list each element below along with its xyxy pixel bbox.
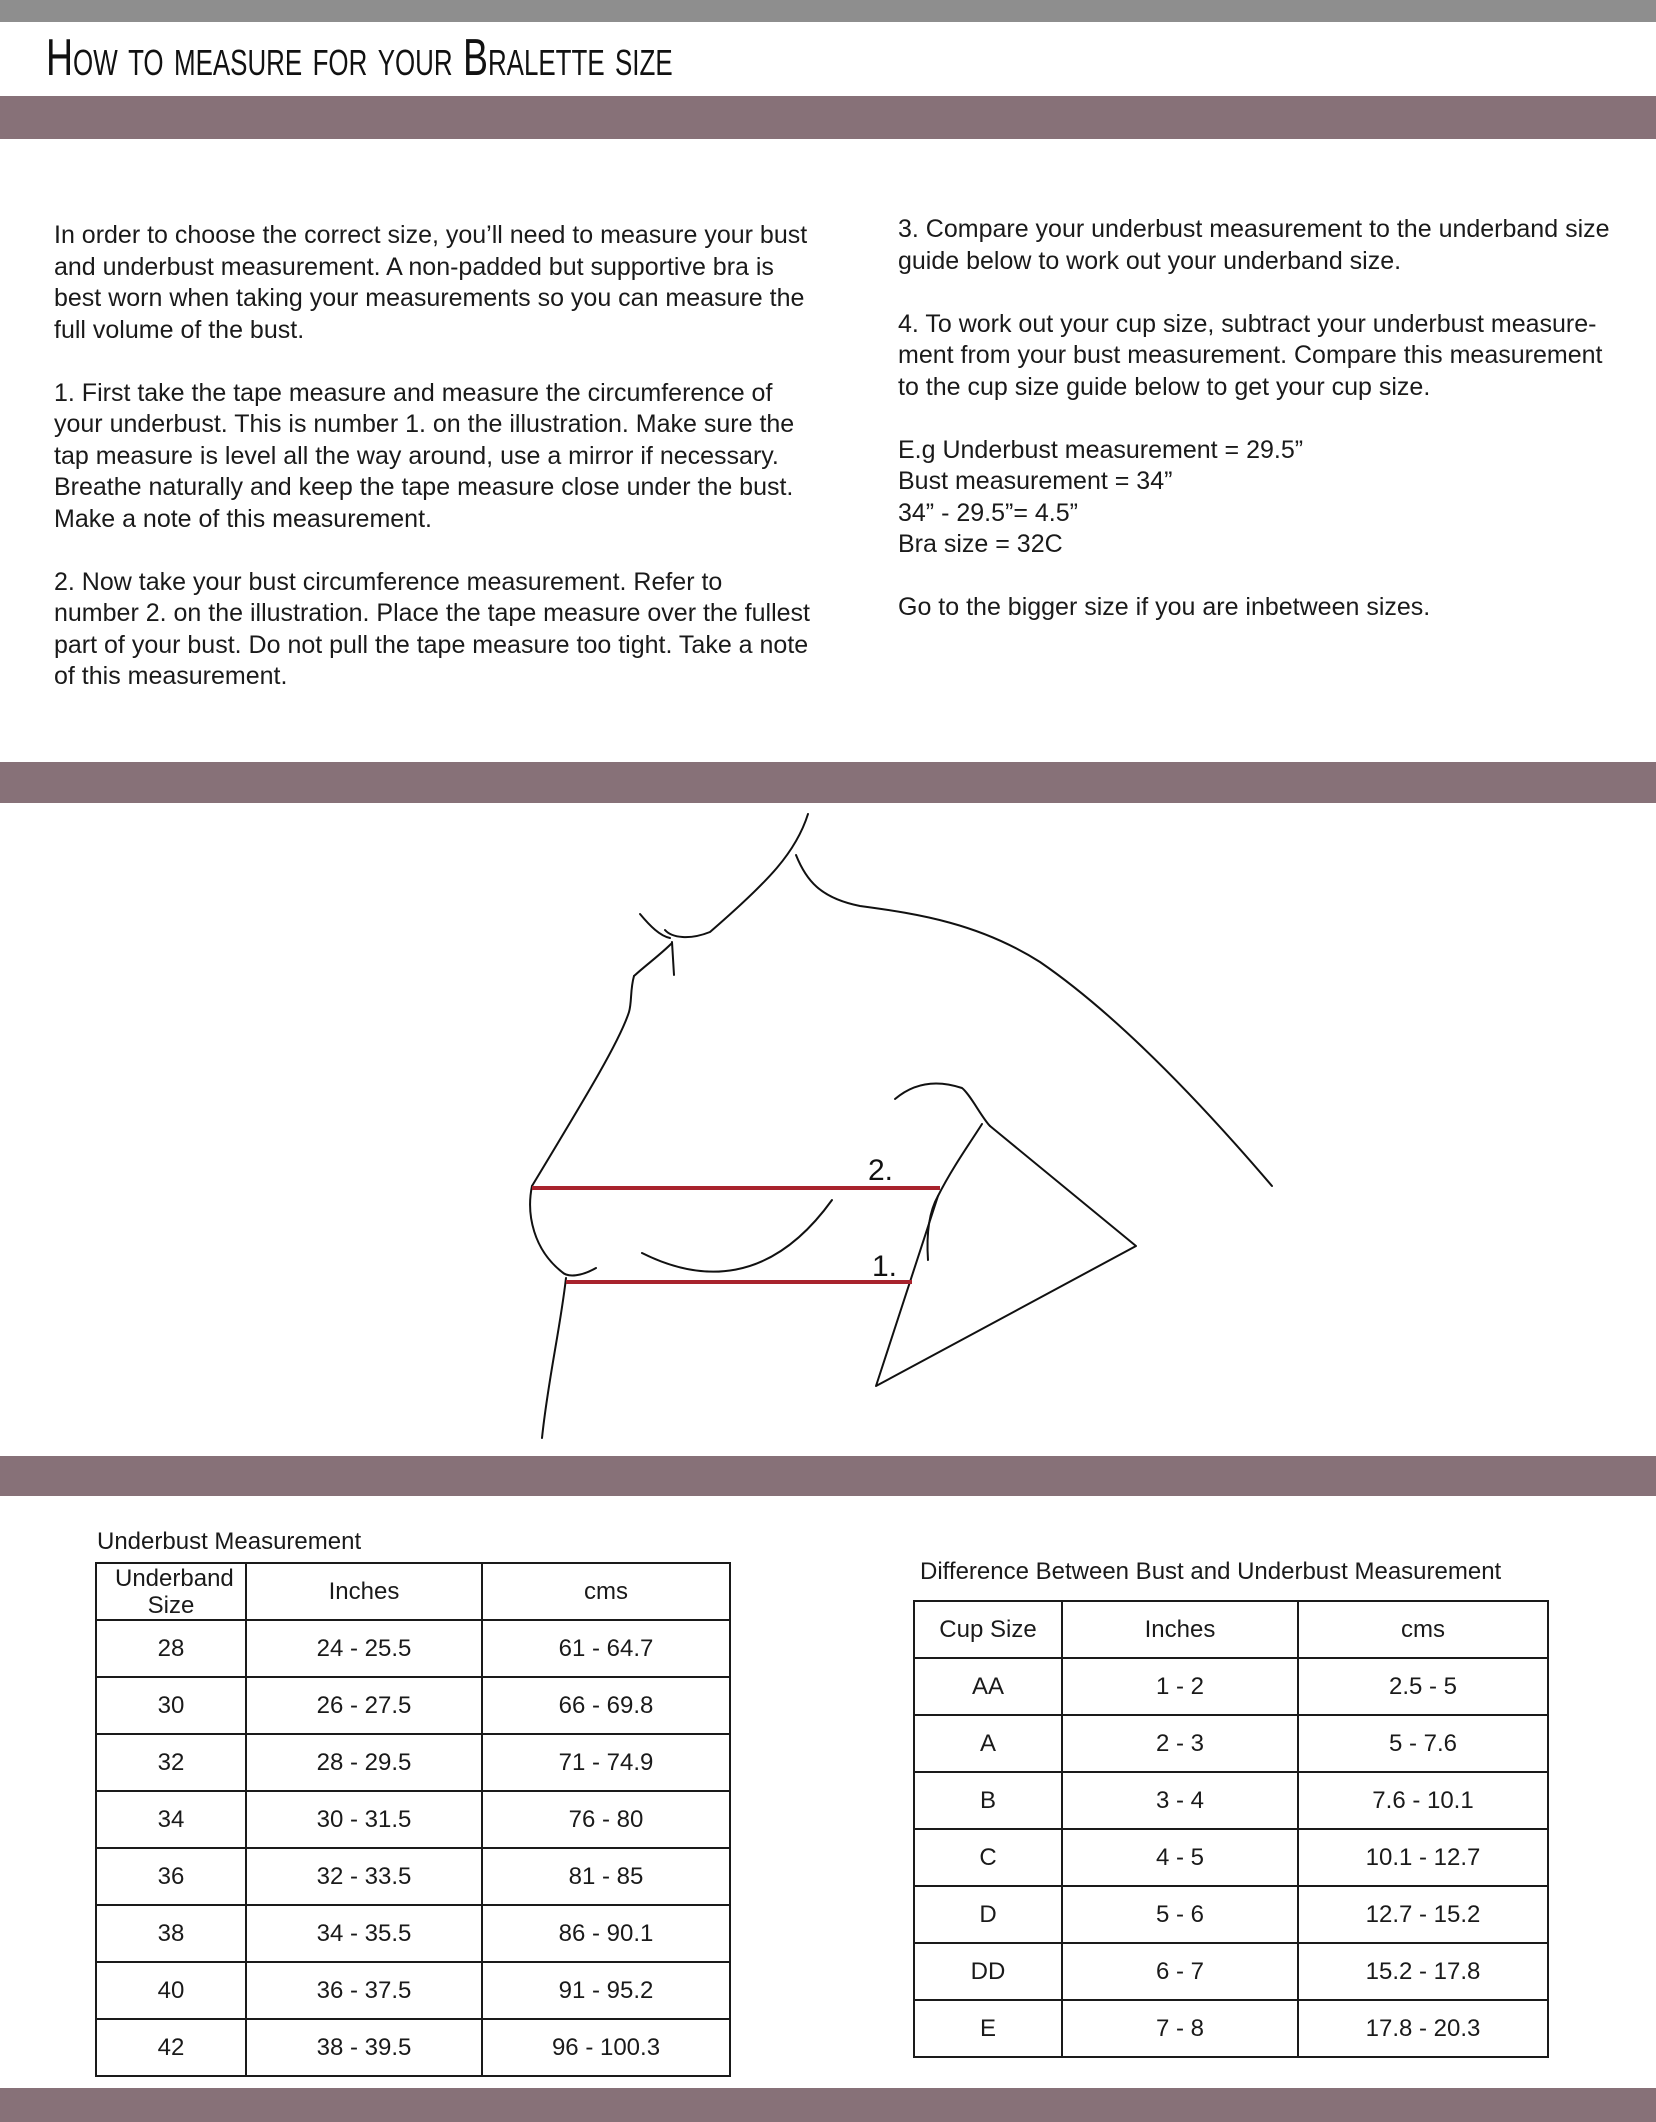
cms-cell: 81 - 85 [482,1848,730,1905]
cms-cell: 7.6 - 10.1 [1298,1772,1548,1829]
cms-cell: 2.5 - 5 [1298,1658,1548,1715]
lower-torso-line [542,1278,566,1438]
cms-cell: 76 - 80 [482,1791,730,1848]
inches-cell: 6 - 7 [1062,1943,1298,2000]
underband-header-inches: Inches [246,1563,482,1620]
cms-cell: 61 - 64.7 [482,1620,730,1677]
chest-line [532,976,634,1186]
cup-header-size: Cup Size [914,1601,1062,1658]
cms-cell: 96 - 100.3 [482,2019,730,2076]
bust-label: 2. [868,1154,894,1187]
cms-cell: 66 - 69.8 [482,1677,730,1734]
underbust-label: 1. [872,1250,898,1283]
header-band [0,96,1656,139]
cup-cell: DD [914,1943,1062,2000]
cms-cell: 86 - 90.1 [482,1905,730,1962]
cup-size-table [913,1600,1549,2058]
table-row [96,1734,730,1791]
table-row [914,1829,1548,1886]
table-row [914,1772,1548,1829]
example-bra-size: Bra size = 32C [898,530,1063,558]
breast-fold-line [642,1200,832,1272]
underband-header-row [96,1563,730,1620]
size-cell: 32 [96,1734,246,1791]
cup-cell: D [914,1886,1062,1943]
cms-cell: 12.7 - 15.2 [1298,1886,1548,1943]
step-3-paragraph: 3. Compare your underbust measurement to the underband size guide below to work out your underband size. [898,215,1610,275]
inches-cell: 30 - 31.5 [246,1791,482,1848]
inches-cell: 3 - 4 [1062,1772,1298,1829]
example-difference: 34” - 29.5”= 4.5” [898,498,1078,527]
inches-cell: 5 - 6 [1062,1886,1298,1943]
intro-paragraph: In order to choose the correct size, you’ll need to measure your bust and underbust measurement. A non-padded but supportive bra is best worn when taking your measurements so you can measure the full volume of the bust. [54,221,808,344]
footer-band [0,2088,1656,2122]
example-bust: Bust measurement = 34” [898,467,1173,495]
inches-cell: 24 - 25.5 [246,1620,482,1677]
cup-cell: C [914,1829,1062,1886]
inches-cell: 1 - 2 [1062,1658,1298,1715]
armpit-line [927,1196,938,1260]
inches-cell: 2 - 3 [1062,1715,1298,1772]
table-row [96,1620,730,1677]
size-cell: 42 [96,2019,246,2076]
inches-cell: 28 - 29.5 [246,1734,482,1791]
underband-table [95,1562,731,2077]
inches-cell: 36 - 37.5 [246,1962,482,2019]
cms-cell: 5 - 7.6 [1298,1715,1548,1772]
example-block [898,435,1618,561]
illustration-top-band [0,762,1656,803]
cms-cell: 91 - 95.2 [482,1962,730,2019]
table-row [96,2019,730,2076]
neck-line [665,814,808,937]
underband-table-caption: Underbust Measurement [97,1528,362,1555]
step-4-paragraph: 4. To work out your cup size, subtract your underbust measure-ment from your bust measurement. Compare this measurement to the cup size guide below to get your cup size. [898,309,1603,401]
underband-header-size: Underband Size [96,1563,246,1620]
table-row [914,1886,1548,1943]
cup-cell: B [914,1772,1062,1829]
shoulder-arm-line [796,855,1272,1186]
cms-cell: 10.1 - 12.7 [1298,1829,1548,1886]
cms-cell: 17.8 - 20.3 [1298,2000,1548,2057]
table-row [914,2000,1548,2057]
table-row [96,1962,730,2019]
table-row [96,1848,730,1905]
cup-header-row [914,1601,1548,1658]
example-underbust: E.g Underbust measurement = 29.5” [898,435,1304,464]
cup-table-caption: Difference Between Bust and Underbust Measurement [920,1558,1502,1585]
inches-cell: 38 - 39.5 [246,2019,482,2076]
size-cell: 36 [96,1848,246,1905]
throat-line [640,914,670,938]
table-row [96,1905,730,1962]
forearm-line [876,1124,1136,1386]
inches-cell: 4 - 5 [1062,1829,1298,1886]
tables-top-band [0,1456,1656,1496]
top-strip [0,0,1656,22]
cup-header-inches: Inches [1062,1601,1298,1658]
table-row [96,1791,730,1848]
cms-cell: 71 - 74.9 [482,1734,730,1791]
cms-cell: 15.2 - 17.8 [1298,1943,1548,2000]
size-cell: 40 [96,1962,246,2019]
size-cell: 30 [96,1677,246,1734]
table-row [96,1677,730,1734]
size-cell: 34 [96,1791,246,1848]
inches-cell: 26 - 27.5 [246,1677,482,1734]
upper-arm-line [895,1083,990,1126]
cup-cell: A [914,1715,1062,1772]
instructions-left [54,220,814,724]
table-row [914,1715,1548,1772]
collarbone-line [634,942,674,976]
step-1-paragraph: 1. First take the tape measure and measure the circumference of your underbust. This is number 1. on the illustration. Make sure the tap measure is level all the way around, use a mirror if necessary. Breathe naturally and keep the tape measure close under the bust. Make a note of this measurement. [54,378,795,533]
cup-cell: AA [914,1658,1062,1715]
inches-cell: 34 - 35.5 [246,1905,482,1962]
inches-cell: 32 - 33.5 [246,1848,482,1905]
table-row [914,1943,1548,2000]
cup-cell: E [914,2000,1062,2057]
table-row [914,1658,1548,1715]
inches-cell: 7 - 8 [1062,2000,1298,2057]
page-title: How to measure for your Bralette size [46,29,673,87]
step-2-paragraph: 2. Now take your bust circumference measurement. Refer to number 2. on the illustration. Place the tape measure over the fullest part of your bust. Do not pull the tape measure too tight. Take a note of this measurement. [54,567,810,690]
size-cell: 28 [96,1620,246,1677]
breast-curve [530,1186,596,1275]
measurement-illustration [0,805,1656,1455]
size-cell: 38 [96,1905,246,1962]
underband-header-cms: cms [482,1563,730,1620]
instructions-right [898,214,1618,655]
cup-header-cms: cms [1298,1601,1548,1658]
size-note: Go to the bigger size if you are inbetween sizes. [898,593,1431,621]
